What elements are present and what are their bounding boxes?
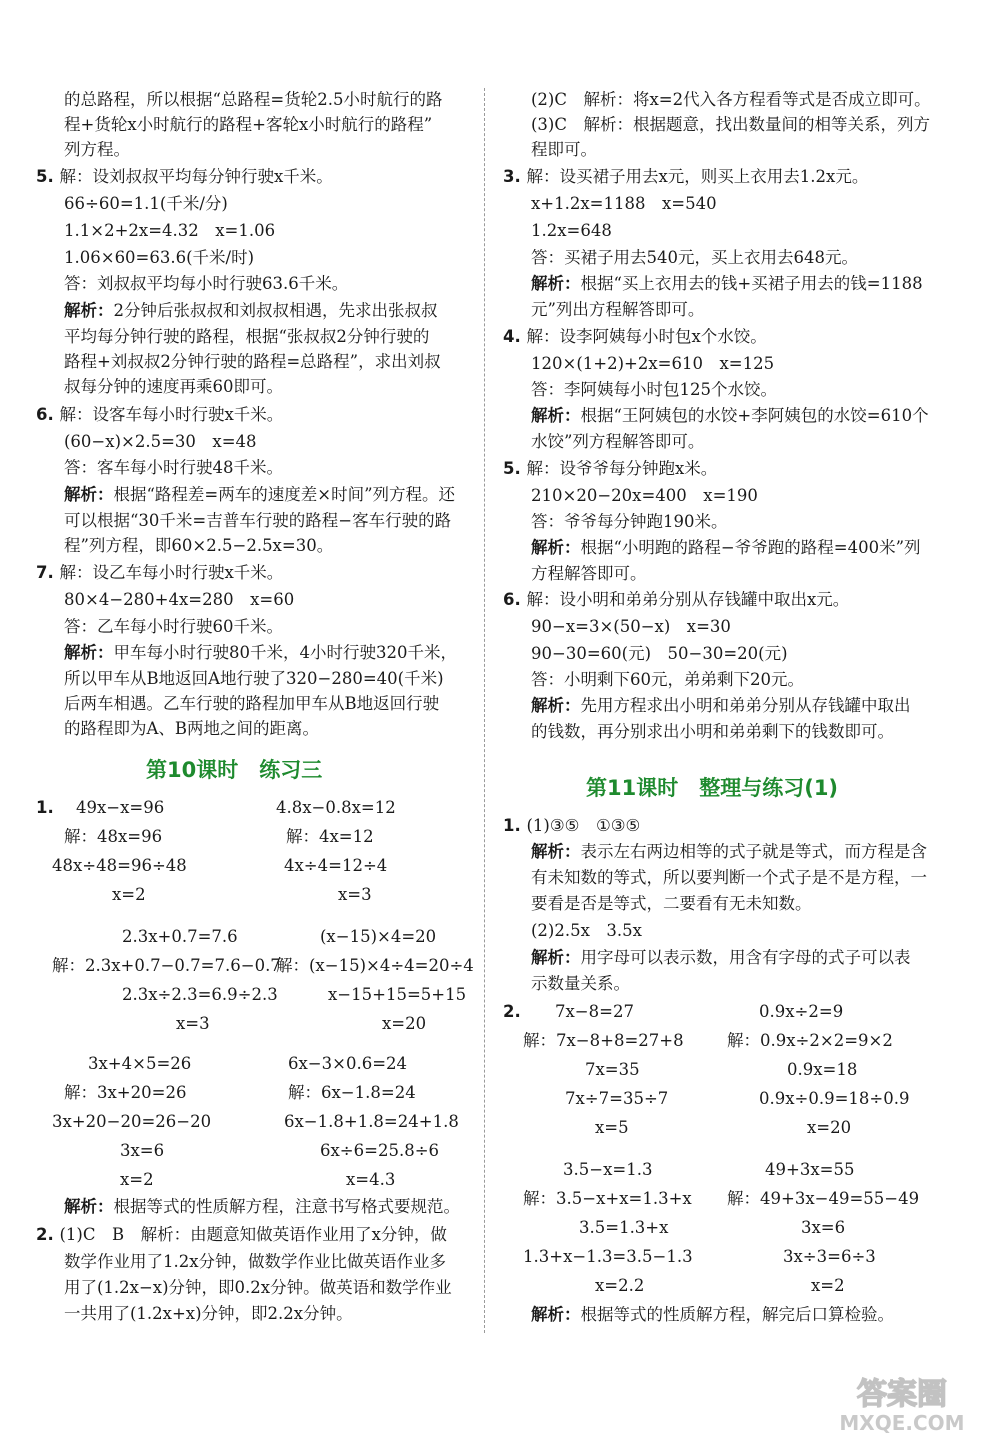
line-text: 甲车每小时行驶80千米，4小时行驶320千米， bbox=[113, 643, 457, 662]
left-line bbox=[64, 825, 162, 849]
line-text: 解：3.5−x+x=1.3+x bbox=[523, 1189, 692, 1208]
line-text: 4.8x−0.8x=12 bbox=[276, 798, 396, 817]
line-text: 根据等式的性质解方程，解完后口算检验。 bbox=[580, 1305, 894, 1324]
left-line bbox=[64, 430, 257, 454]
line-text: 可以根据“30千米=吉普车行驶的路程−客车行驶的路 bbox=[64, 511, 452, 530]
line-text: x=20 bbox=[807, 1118, 852, 1137]
line-text: (3)C 解析：根据题意，找出数量间的相等关系，列方 bbox=[531, 115, 930, 134]
line-text: 3x=6 bbox=[120, 1141, 165, 1160]
line-text: 90−x=3×(50−x) x=30 bbox=[531, 617, 731, 636]
left-line bbox=[64, 667, 444, 691]
line-text: 解：设李阿姨每小时包x个水饺。 bbox=[526, 327, 767, 346]
line-text: 1.2x=648 bbox=[531, 221, 612, 240]
right-line bbox=[503, 588, 849, 612]
line-text: 根据“王阿姨包的水饺+李阿姨包的水饺=610个 bbox=[580, 406, 929, 425]
line-text: 3x÷3=6÷3 bbox=[783, 1247, 876, 1266]
line-text: 叔每分钟的速度再乘60即可。 bbox=[64, 377, 283, 396]
line-text: 2.3x+0.7=7.6 bbox=[122, 927, 238, 946]
line-text: 表示左右两边相等的式子就是等式，而方程是含 bbox=[580, 842, 927, 861]
left-line bbox=[64, 246, 254, 270]
line-text: 2分钟后张叔叔和刘叔叔相遇，先求出张叔叔 bbox=[113, 301, 438, 320]
line-text: 1.3+x−1.3=3.5−1.3 bbox=[523, 1247, 693, 1266]
analysis-label: 解析： bbox=[531, 406, 581, 425]
right-line bbox=[783, 1245, 876, 1269]
line-text: (2)C 解析：将x=2代入各方程看等式是否成立即可。 bbox=[531, 90, 931, 109]
left-line bbox=[338, 883, 372, 907]
line-text: (1)③⑤ ①③⑤ bbox=[526, 816, 641, 835]
right-line bbox=[579, 1216, 668, 1240]
right-line bbox=[555, 1000, 634, 1024]
right-line bbox=[531, 946, 911, 970]
left-line bbox=[346, 1168, 395, 1192]
left-line bbox=[36, 796, 164, 820]
left-line bbox=[286, 825, 374, 849]
line-text: x=20 bbox=[382, 1014, 427, 1033]
left-line bbox=[64, 692, 439, 716]
right-line bbox=[727, 1029, 893, 1053]
watermark-logo bbox=[822, 1366, 982, 1436]
right-line bbox=[531, 298, 704, 322]
right-line bbox=[531, 694, 911, 718]
line-text: 1.06×60=63.6(千米/时) bbox=[64, 248, 255, 267]
problem-number: 3. bbox=[503, 167, 527, 186]
line-text: 7x−8=27 bbox=[555, 1002, 634, 1021]
line-text: 7x÷7=35÷7 bbox=[565, 1089, 669, 1108]
line-text: 答：李阿姨每小时包125个水饺。 bbox=[531, 380, 777, 399]
problem-number: 4. bbox=[503, 327, 527, 346]
line-text: 0.9x=18 bbox=[787, 1060, 858, 1079]
left-line bbox=[52, 1110, 211, 1134]
analysis-label: 解析： bbox=[531, 948, 581, 967]
right-line bbox=[531, 866, 927, 890]
line-text: x=3 bbox=[176, 1014, 210, 1033]
left-line bbox=[64, 534, 333, 558]
line-text: 答：客车每小时行驶48千米。 bbox=[64, 458, 283, 477]
lesson-11-heading: 第11课时 整理与练习(1) bbox=[586, 776, 839, 800]
left-line bbox=[36, 165, 333, 189]
line-text: 元”列出方程解答即可。 bbox=[531, 300, 705, 319]
problem-number: 7. bbox=[36, 563, 60, 582]
left-line bbox=[64, 138, 130, 162]
line-text: 程+货轮x小时航行的路程+客轮x小时航行的路程” bbox=[64, 115, 433, 134]
analysis-label: 解析： bbox=[531, 842, 581, 861]
analysis-label: 解析： bbox=[531, 1305, 581, 1324]
right-line bbox=[503, 814, 640, 838]
line-text: 程即可。 bbox=[531, 140, 597, 159]
line-text: 方程解答即可。 bbox=[531, 564, 647, 583]
right-line bbox=[565, 1087, 668, 1111]
left-line bbox=[64, 509, 451, 533]
line-text: 路程+刘叔叔2分钟行驶的路程=总路程”，求出刘叔 bbox=[64, 352, 441, 371]
problem-number: 5. bbox=[36, 167, 60, 186]
left-line bbox=[276, 796, 396, 820]
right-line bbox=[503, 165, 868, 189]
line-text: 80×4−280+4x=280 x=60 bbox=[64, 590, 295, 609]
right-line bbox=[531, 720, 894, 744]
line-text: 解：设客车每小时行驶x千米。 bbox=[59, 405, 284, 424]
problem-number: 1. bbox=[36, 798, 60, 817]
left-line bbox=[64, 1081, 186, 1105]
analysis-label: 解析： bbox=[64, 485, 114, 504]
problem-number: 5. bbox=[503, 459, 527, 478]
analysis-label: 解析： bbox=[531, 696, 581, 715]
line-text: 3x=6 bbox=[801, 1218, 846, 1237]
left-line bbox=[288, 1052, 407, 1076]
right-line bbox=[531, 840, 927, 864]
left-line bbox=[64, 88, 443, 112]
right-line bbox=[531, 430, 704, 454]
right-line bbox=[531, 972, 630, 996]
left-line bbox=[64, 456, 283, 480]
right-line bbox=[531, 88, 931, 112]
right-line bbox=[807, 1116, 851, 1140]
left-line bbox=[64, 350, 441, 374]
left-line bbox=[64, 192, 228, 216]
left-line bbox=[64, 1195, 460, 1219]
line-text: x=2 bbox=[811, 1276, 845, 1295]
analysis-label: 解析： bbox=[64, 1197, 114, 1216]
line-text: 用字母可以表示数，用含有字母的式子可以表 bbox=[580, 948, 911, 967]
left-line bbox=[52, 954, 281, 978]
svg-text:答案圈: 答案圈 bbox=[857, 1377, 947, 1412]
right-line bbox=[531, 404, 929, 428]
right-line bbox=[811, 1274, 845, 1298]
problem-number: 6. bbox=[36, 405, 60, 424]
line-text: x=5 bbox=[595, 1118, 629, 1137]
line-text: 2.3x÷2.3=6.9÷2.3 bbox=[122, 985, 278, 1004]
line-text: 答：买裙子用去540元，买上衣用去648元。 bbox=[531, 248, 858, 267]
left-line bbox=[64, 1276, 452, 1300]
left-line bbox=[52, 854, 187, 878]
right-line bbox=[531, 615, 731, 639]
analysis-label: 解析： bbox=[531, 538, 581, 557]
line-text: 解：0.9x÷2×2=9×2 bbox=[727, 1031, 893, 1050]
left-line bbox=[64, 272, 348, 296]
left-line bbox=[64, 325, 429, 349]
line-text: 示数量关系。 bbox=[531, 974, 630, 993]
left-line bbox=[176, 1012, 210, 1036]
line-text: x=4.3 bbox=[346, 1170, 396, 1189]
left-line bbox=[64, 299, 438, 323]
line-text: 解：4x=12 bbox=[286, 827, 374, 846]
right-line bbox=[765, 1158, 854, 1182]
left-line bbox=[64, 588, 294, 612]
left-line bbox=[382, 1012, 426, 1036]
left-line bbox=[36, 561, 283, 585]
line-text: x−15+15=5+15 bbox=[328, 985, 467, 1004]
line-text: x=2.2 bbox=[595, 1276, 645, 1295]
line-text: x=2 bbox=[112, 885, 146, 904]
right-line bbox=[503, 1000, 521, 1024]
right-line bbox=[531, 919, 642, 943]
right-line bbox=[595, 1274, 644, 1298]
line-text: 120×(1+2)+2x=610 x=125 bbox=[531, 354, 775, 373]
lesson-10-heading: 第10课时 练习三 bbox=[146, 758, 323, 782]
line-text: 的钱数，再分别求出小明和弟弟剩下的钱数即可。 bbox=[531, 722, 894, 741]
left-line bbox=[320, 925, 436, 949]
line-text: 后两车相遇。乙车行驶的路程加甲车从B地返回行驶 bbox=[64, 694, 440, 713]
line-text: 6x−1.8+1.8=24+1.8 bbox=[284, 1112, 459, 1131]
line-text: 答：小明剩下60元，弟弟剩下20元。 bbox=[531, 670, 804, 689]
right-line bbox=[531, 642, 788, 666]
left-line bbox=[36, 1223, 447, 1247]
line-text: 数学作业用了1.2x分钟，做数学作业比做英语作业多 bbox=[64, 1252, 447, 1271]
line-text: 水饺”列方程解答即可。 bbox=[531, 432, 705, 451]
line-text: 解：48x=96 bbox=[64, 827, 163, 846]
line-text: 的路程即为A、B两地之间的距离。 bbox=[64, 719, 320, 738]
problem-number: 1. bbox=[503, 816, 527, 835]
line-text: 7x=35 bbox=[585, 1060, 640, 1079]
left-line bbox=[276, 954, 474, 978]
line-text: 解：3x+20=26 bbox=[64, 1083, 187, 1102]
line-text: 答：乙车每小时行驶60千米。 bbox=[64, 617, 283, 636]
line-text: 解：设爷爷每分钟跑x米。 bbox=[526, 459, 718, 478]
right-line bbox=[531, 246, 858, 270]
line-text: (2)2.5x 3.5x bbox=[531, 921, 642, 940]
left-line bbox=[64, 113, 432, 137]
right-line bbox=[531, 484, 758, 508]
right-line bbox=[523, 1187, 692, 1211]
line-text: 0.9x÷2=9 bbox=[759, 1002, 844, 1021]
line-text: 3x+4×5=26 bbox=[88, 1054, 192, 1073]
analysis-label: 解析： bbox=[64, 643, 114, 662]
analysis-label: 解析： bbox=[531, 274, 581, 293]
line-text: 解：设小明和弟弟分别从存钱罐中取出x元。 bbox=[526, 590, 850, 609]
line-text: 根据“买上衣用去的钱+买裙子用去的钱=1188 bbox=[580, 274, 923, 293]
line-text: 解：(x−15)×4÷4=20÷4 bbox=[276, 956, 474, 975]
right-line bbox=[787, 1058, 857, 1082]
line-text: 0.9x÷0.9=18÷0.9 bbox=[759, 1089, 910, 1108]
line-text: 程”列方程，即60×2.5−2.5x=30。 bbox=[64, 536, 334, 555]
left-line bbox=[120, 1168, 154, 1192]
line-text: 66÷60=1.1(千米/分) bbox=[64, 194, 228, 213]
left-line bbox=[64, 219, 275, 243]
right-line bbox=[503, 457, 717, 481]
right-line bbox=[531, 138, 597, 162]
right-line bbox=[531, 892, 812, 916]
right-line bbox=[531, 352, 774, 376]
line-text: 解：设乙车每小时行驶x千米。 bbox=[59, 563, 284, 582]
line-text: 根据“路程差=两车的速度差×时间”列方程。还 bbox=[113, 485, 456, 504]
line-text: 6x−3×0.6=24 bbox=[288, 1054, 408, 1073]
right-line bbox=[531, 113, 930, 137]
line-text: 答：爷爷每分钟跑190米。 bbox=[531, 512, 728, 531]
line-text: 3.5=1.3+x bbox=[579, 1218, 669, 1237]
left-line bbox=[122, 925, 238, 949]
left-line bbox=[64, 615, 283, 639]
right-line bbox=[531, 272, 923, 296]
left-line bbox=[88, 1052, 191, 1076]
right-line bbox=[531, 219, 612, 243]
line-text: 解：设刘叔叔平均每分钟行驶x千米。 bbox=[59, 167, 333, 186]
line-text: 解：7x−8+8=27+8 bbox=[523, 1031, 684, 1050]
right-line bbox=[759, 1000, 843, 1024]
line-text: 根据等式的性质解方程，注意书写格式要规范。 bbox=[113, 1197, 460, 1216]
right-line bbox=[595, 1116, 629, 1140]
right-line bbox=[531, 510, 728, 534]
right-line bbox=[585, 1058, 640, 1082]
right-line bbox=[531, 668, 804, 692]
analysis-label: 解析： bbox=[64, 301, 114, 320]
line-text: 6x÷6=25.8÷6 bbox=[320, 1141, 440, 1160]
svg-text:MXQE.COM: MXQE.COM bbox=[839, 1411, 965, 1435]
problem-number: 2. bbox=[503, 1002, 521, 1021]
line-text: (x−15)×4=20 bbox=[320, 927, 437, 946]
right-line bbox=[727, 1187, 919, 1211]
line-text: 210×20−20x=400 x=190 bbox=[531, 486, 758, 505]
line-text: 90−30=60(元) 50−30=20(元) bbox=[531, 644, 788, 663]
line-text: 用了(1.2x−x)分钟，即0.2x分钟。做英语和数学作业 bbox=[64, 1278, 452, 1297]
line-text: 49x−x=96 bbox=[59, 798, 165, 817]
line-text: (1)C B 解析：由题意知做英语作业用了x分钟，做 bbox=[59, 1225, 447, 1244]
column-divider bbox=[484, 88, 485, 1333]
right-line bbox=[531, 562, 647, 586]
line-text: 一共用了(1.2x+x)分钟，即2.2x分钟。 bbox=[64, 1304, 353, 1323]
right-line bbox=[563, 1158, 652, 1182]
line-text: 解：设买裙子用去x元，则买上衣用去1.2x元。 bbox=[526, 167, 869, 186]
line-text: 解：49+3x−49=55−49 bbox=[727, 1189, 920, 1208]
right-line bbox=[759, 1087, 910, 1111]
line-text: 所以甲车从B地返回A地行驶了320−280=40(千米) bbox=[64, 669, 444, 688]
right-line bbox=[523, 1245, 693, 1269]
line-text: 解：2.3x+0.7−0.7=7.6−0.7 bbox=[52, 956, 281, 975]
line-text: x=3 bbox=[338, 885, 372, 904]
left-line bbox=[36, 403, 283, 427]
line-text: 有未知数的等式，所以要判断一个式子是不是方程，一 bbox=[531, 868, 927, 887]
left-line bbox=[64, 1250, 446, 1274]
left-line bbox=[64, 483, 455, 507]
right-line bbox=[801, 1216, 845, 1240]
line-text: 49+3x=55 bbox=[765, 1160, 855, 1179]
right-line bbox=[531, 192, 717, 216]
line-text: x=2 bbox=[120, 1170, 154, 1189]
line-text: 4x÷4=12÷4 bbox=[284, 856, 388, 875]
left-line bbox=[328, 983, 466, 1007]
problem-number: 6. bbox=[503, 590, 527, 609]
line-text: 的总路程，所以根据“总路程=货轮2.5小时航行的路 bbox=[64, 90, 443, 109]
line-text: 1.1×2+2x=4.32 x=1.06 bbox=[64, 221, 276, 240]
left-line bbox=[64, 375, 283, 399]
right-line bbox=[531, 536, 921, 560]
problem-number: 2. bbox=[36, 1225, 60, 1244]
left-line bbox=[284, 1110, 459, 1134]
left-line bbox=[64, 717, 319, 741]
left-line bbox=[112, 883, 146, 907]
left-line bbox=[64, 1302, 353, 1326]
line-text: 要看是否是等式，二要看有无未知数。 bbox=[531, 894, 812, 913]
right-line bbox=[503, 325, 767, 349]
left-line bbox=[320, 1139, 439, 1163]
left-line bbox=[288, 1081, 416, 1105]
line-text: 先用方程求出小明和弟弟分别从存钱罐中取出 bbox=[580, 696, 911, 715]
right-line bbox=[531, 1303, 894, 1327]
left-line bbox=[122, 983, 278, 1007]
line-text: 解：6x−1.8=24 bbox=[288, 1083, 416, 1102]
left-line bbox=[284, 854, 387, 878]
line-text: 3.5−x=1.3 bbox=[563, 1160, 653, 1179]
line-text: 答：刘叔叔平均每小时行驶63.6千米。 bbox=[64, 274, 349, 293]
left-line bbox=[120, 1139, 164, 1163]
right-line bbox=[531, 378, 777, 402]
line-text: 根据“小明跑的路程−爷爷跑的路程=400米”列 bbox=[580, 538, 921, 557]
line-text: 列方程。 bbox=[64, 140, 130, 159]
right-line bbox=[523, 1029, 684, 1053]
line-text: 平均每分钟行驶的路程，根据“张叔叔2分钟行驶的 bbox=[64, 327, 430, 346]
line-text: (60−x)×2.5=30 x=48 bbox=[64, 432, 257, 451]
line-text: 48x÷48=96÷48 bbox=[52, 856, 187, 875]
left-line bbox=[64, 641, 457, 665]
line-text: 3x+20−20=26−20 bbox=[52, 1112, 212, 1131]
line-text: x+1.2x=1188 x=540 bbox=[531, 194, 717, 213]
